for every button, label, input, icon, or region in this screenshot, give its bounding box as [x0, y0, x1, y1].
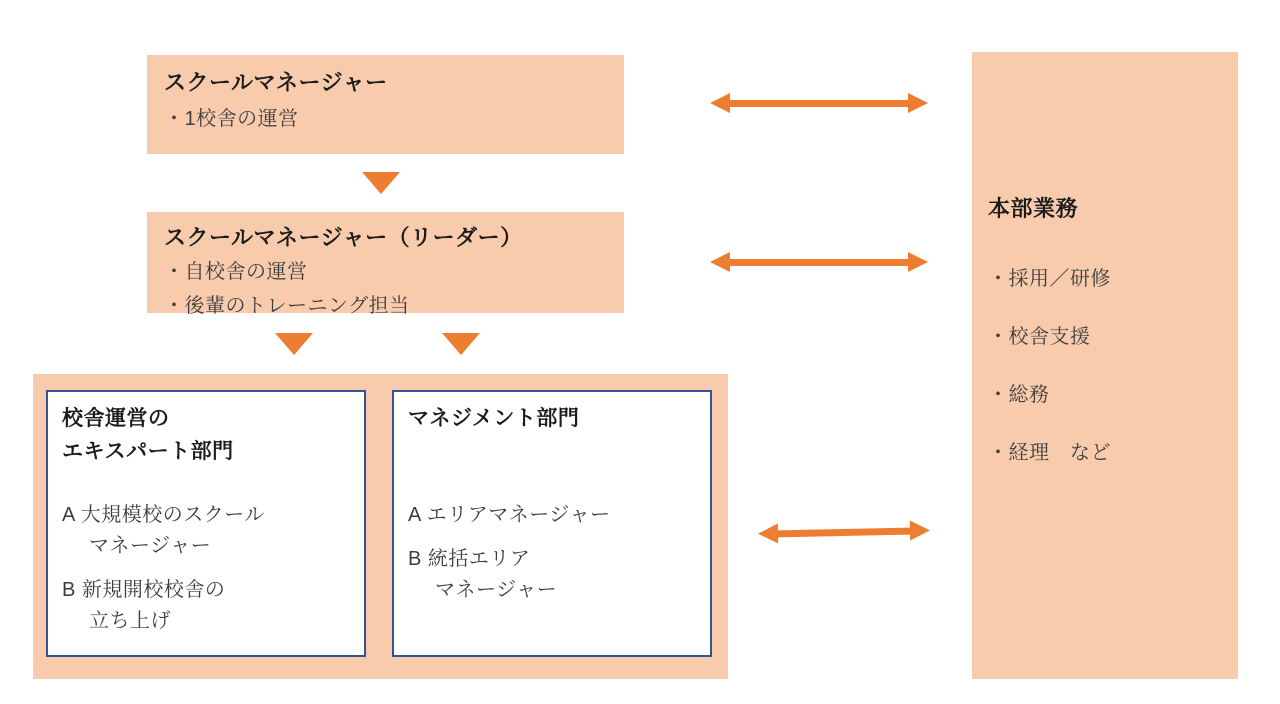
headquarters-bullet: ・採用／研修 — [988, 268, 1111, 290]
down-triangle-icon — [275, 333, 313, 355]
school-manager-leader-box — [147, 212, 624, 317]
expert-division-box — [46, 390, 366, 657]
headquarters-bullet: ・総務 — [988, 384, 1050, 406]
divisions-container-box — [33, 374, 728, 679]
expert-option-b — [62, 575, 350, 637]
management-option-a-line: A エリアマネージャー — [408, 504, 611, 526]
headquarters-bullet: ・経理 など — [988, 442, 1111, 464]
school-manager-bullet: ・1校舎の運営 — [164, 108, 299, 130]
expert-option-a — [62, 500, 350, 562]
expert-division-title-line: 校舎運営の — [62, 407, 170, 430]
school-manager-box — [147, 55, 624, 154]
management-option-b-line: B 統括エリア — [408, 548, 531, 570]
management-division-box — [392, 390, 712, 657]
expert-option-b-line: 立ち上げ — [89, 610, 171, 632]
down-triangle-icon — [442, 333, 480, 355]
down-triangle-icon — [362, 172, 400, 194]
management-option-b-line: マネージャー — [435, 579, 558, 601]
headquarters-title: 本部業務 — [988, 196, 1079, 221]
expert-option-a-line: マネージャー — [89, 535, 212, 557]
bidirectional-arrow-icon — [777, 528, 911, 538]
school-manager-leader-title: スクールマネージャー（リーダー） — [164, 225, 523, 250]
headquarters-box — [972, 52, 1238, 679]
management-division-title: マネジメント部門 — [408, 407, 580, 430]
school-manager-title: スクールマネージャー — [164, 70, 388, 95]
management-option-a — [408, 500, 696, 531]
bidirectional-arrow-icon — [729, 100, 909, 107]
bidirectional-arrow-icon — [729, 259, 909, 266]
school-manager-leader-bullet: ・自校舎の運営 — [164, 261, 308, 283]
management-option-b — [408, 544, 696, 606]
school-manager-leader-bullet: ・後輩のトレーニング担当 — [164, 295, 410, 317]
headquarters-bullet: ・校舎支援 — [988, 326, 1091, 348]
expert-division-title-line: エキスパート部門 — [62, 440, 234, 463]
expert-option-a-line: A 大規模校のスクール — [62, 504, 265, 526]
expert-option-b-line: B 新規開校校舎の — [62, 579, 226, 601]
